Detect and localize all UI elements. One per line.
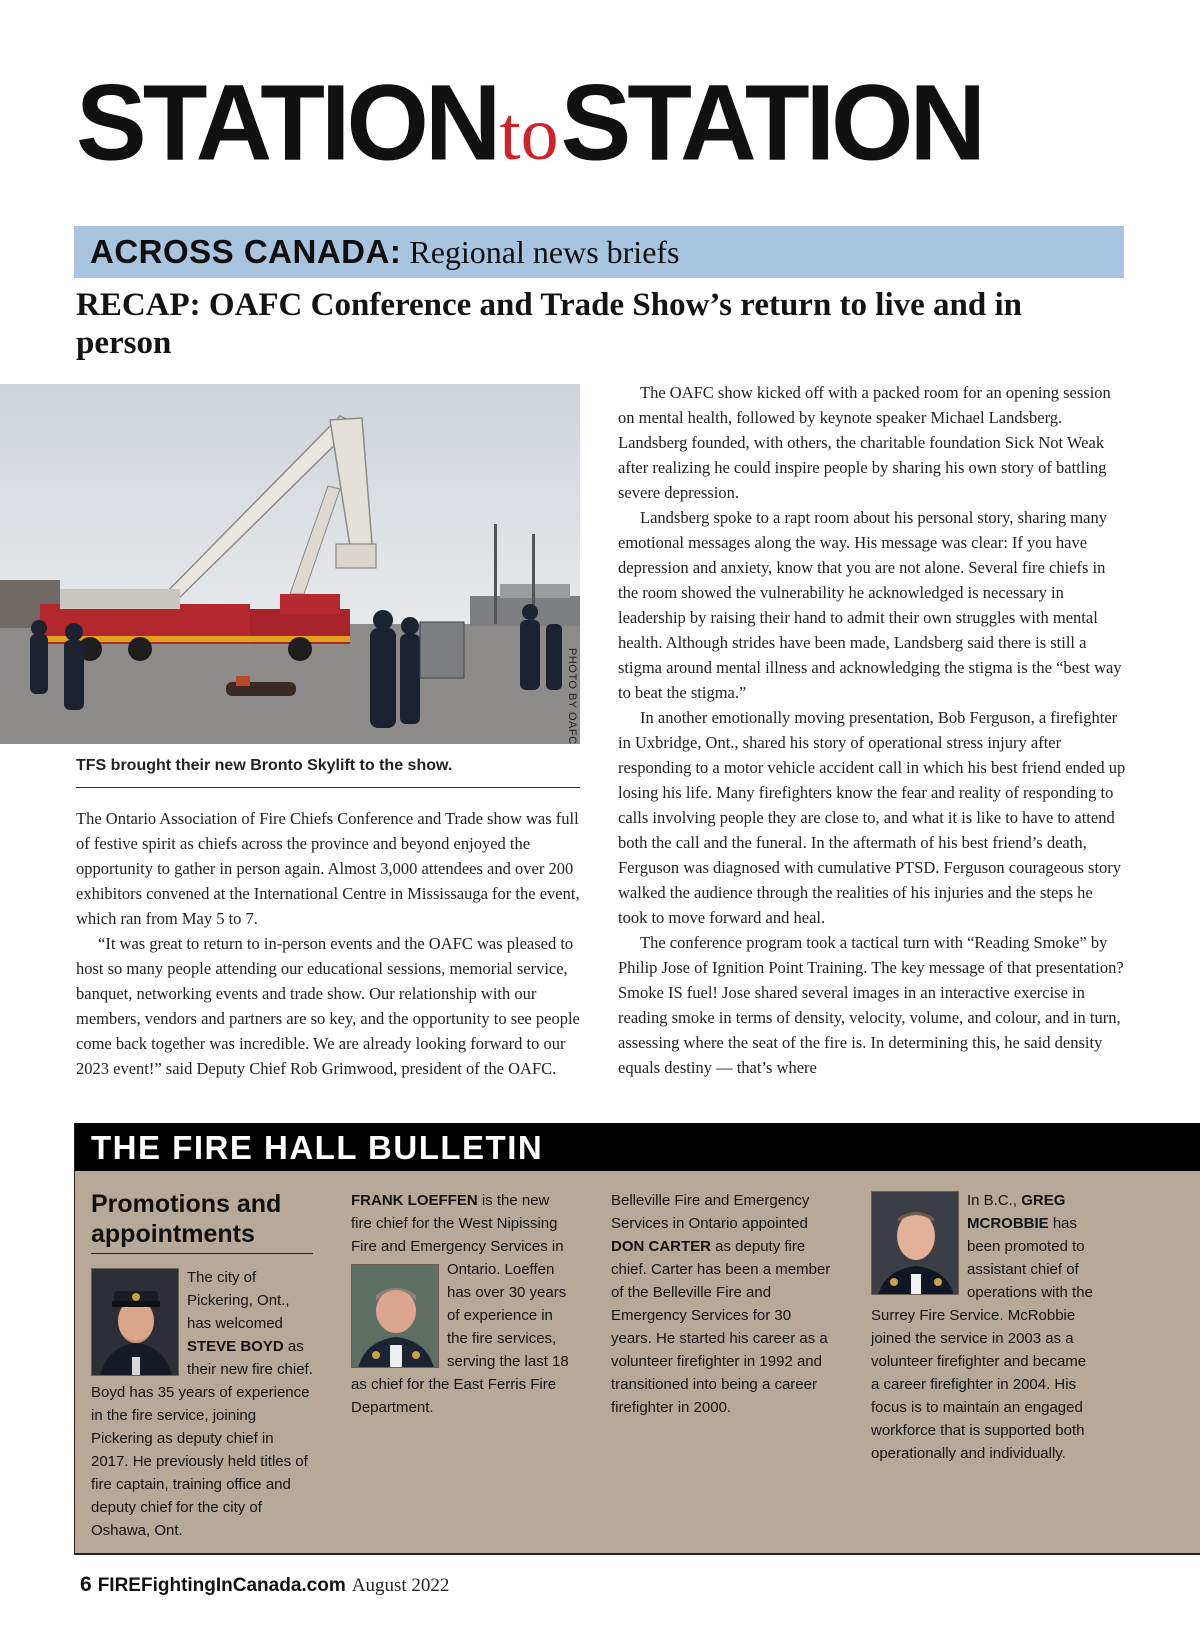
bulletin-text: Belleville Fire and Emergency Services in Ontario appointed (611, 1192, 810, 1232)
article-photo (0, 384, 580, 744)
site-name: FIREFightingInCanada.com (97, 1575, 346, 1596)
paragraph: The conference program took a tactical turn with “Reading Smoke” by Philip Jose of Ignition Point Training. The key message of that presentation? Smoke IS fuel! Jose shared several images in an interactive exercise in reading smoke in terms of density, velocity, volume, and colour, and in turn, assessing where the seat of the fire is. In determining this, he said density equals destiny — that’s where (618, 933, 1124, 1077)
portrait-greg-mcrobbie (871, 1191, 959, 1295)
photo-credit: PHOTO BY OAFC (566, 648, 578, 745)
article-column-left (76, 806, 582, 1081)
paragraph: The Ontario Association of Fire Chiefs Conference and Trade show was full of festive spirit as chiefs across the province and beyond enjoyed the opportunity to gather in person again. Almost 3,000 attendees and over 200 exhibitors convened at the International Centre in Mississauga for the event, which ran from May 5 to 7. (76, 809, 580, 928)
bulletin-name: STEVE BOYD (187, 1338, 284, 1355)
issue-date: August 2022 (351, 1575, 450, 1596)
bulletin-text: Ontario. Loeffen has over 30 years of experience in the fire services, serving the last 18 as chief for the East Ferris Fire Department. (351, 1261, 569, 1416)
bulletin-text: In B.C., (967, 1192, 1022, 1209)
bulletin-text-start: is the new fire chief for the West Nipissing Fire and Emergency Services in (351, 1192, 564, 1255)
fire-hall-bulletin (74, 1123, 1200, 1555)
article-headline: RECAP: OAFC Conference and Trade Show’s return to live and in person (76, 287, 1023, 361)
masthead-to: to (499, 92, 559, 176)
bulletin-column-carter (611, 1189, 833, 1419)
article-column-right (618, 380, 1126, 1080)
bulletin-column-mcrobbie (871, 1189, 1093, 1465)
bulletin-text: has been promoted to assistant chief of operations with the Surrey Fire Service. McRobbie joined the service in 2003 as a volunteer firefighter and became a career firefighter in 2004. His focus is to maintain an engaged workforce that is supported both operationally and individually. (871, 1215, 1093, 1462)
bulletin-name: GREG MCROBBIE (967, 1192, 1066, 1232)
bulletin-name: DON CARTER (611, 1238, 711, 1255)
section-label: ACROSS CANADA: (90, 233, 402, 270)
page-number: 6 (80, 1573, 92, 1596)
portrait-frank-loeffen (351, 1264, 439, 1368)
bulletin-title: THE FIRE HALL BULLETIN (91, 1129, 544, 1166)
fire-truck-photo-illustration (0, 384, 580, 744)
bulletin-subtitle: Promotions and appointments (91, 1189, 313, 1254)
bulletin-column-boyd (91, 1189, 313, 1542)
bulletin-text: as their new fire chief. Boyd has 35 years of experience in the fire service, joining Pickering as deputy chief in 2017. He previously held titles of fire captain, training office and deputy chief for the city of Oshawa, Ont. (91, 1338, 313, 1539)
bulletin-text: as deputy fire chief. Carter has been a member of the Belleville Fire and Emergency Services for 30 years. He started his career as a volunteer firefighter in 1992 and transitioned into being a career firefighter in 2000. (611, 1238, 831, 1416)
paragraph: Landsberg spoke to a rapt room about his personal story, sharing many emotional messages along the way. His message was clear: If you have depression and anxiety, know that you are not alone. Several fire chiefs in the room showed the vulnerability he acknowledged is necessary in leadership by raising their hand to admit their own struggles with mental health. Although strides have been made, Landsberg said there is still a stigma around mental illness and acknowledging the stigma is the “best way to beat the stigma.” (618, 508, 1122, 702)
bulletin-name: FRANK LOEFFEN (351, 1192, 478, 1209)
masthead-station-right: STATION (560, 62, 983, 184)
paragraph: In another emotionally moving presentation, Bob Ferguson, a firefighter in Uxbridge, Ont., shared his story of operational stress injury after responding to a motor vehicle accident call in which his best friend ended up losing his life. Many firefighters know the fear and reality of responding to calls involving people they are close to, and what it is like to have to attend both the call and the funeral. In the aftermath of his best friend’s death, Ferguson was diagnosed with cumulative PTSD. Ferguson courageous story walked the audience through the realities of his injuries and the steps he took to move forward and heal. (618, 708, 1126, 927)
section-sublabel: Regional news briefs (409, 233, 680, 270)
section-banner (74, 226, 1124, 278)
portrait-steve-boyd (91, 1268, 179, 1376)
bulletin-header (75, 1123, 1200, 1171)
photo-caption: TFS brought their new Bronto Skylift to the show. (76, 757, 580, 788)
bulletin-text: The city of Pickering, Ont., has welcomed (187, 1269, 290, 1332)
bulletin-column-loeffen (351, 1189, 573, 1419)
paragraph: The OAFC show kicked off with a packed room for an opening session on mental health, followed by keynote speaker Michael Landsberg. Landsberg founded, with others, the charitable foundation Sick Not Weak after realizing he could inspire people by sharing his own story of battling severe depression. (618, 383, 1111, 502)
paragraph: “It was great to return to in-person events and the OAFC was pleased to host so many people attending our educational sessions, memorial service, banquet, networking events and trade show. Our relationship with our members, vendors and partners are so key, and the opportunity to see people come back together was incredible. We are already looking forward to our 2023 event!” said Deputy Chief Rob Grimwood, president of the OAFC. (76, 934, 580, 1078)
masthead-station-left: STATION (76, 62, 498, 184)
page-footer (80, 1573, 449, 1597)
masthead-title (76, 62, 983, 184)
